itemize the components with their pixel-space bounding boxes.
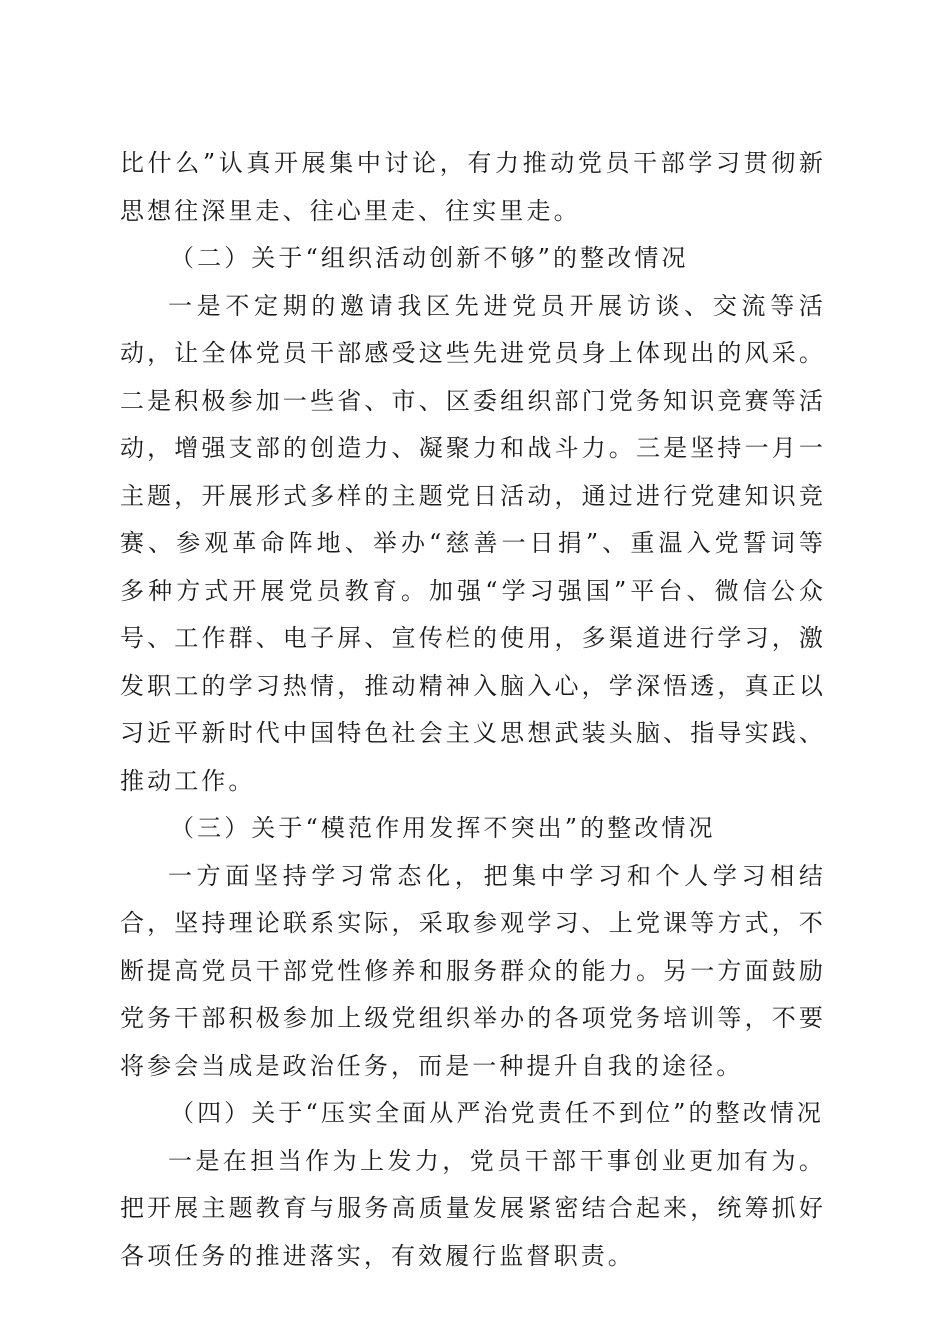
paragraph-continued: 比什么”认真开展集中讨论，有力推动党员干部学习贯彻新思想往深里走、往心里走、往实里走。 (120, 149, 826, 225)
document-page (120, 140, 826, 1280)
section-heading-4: （四）关于“压实全面从严治党责任不到位”的整改情况 (170, 1099, 825, 1127)
paragraph-3: 一方面坚持学习常态化，把集中学习和个人学习相结合，坚持理论联系实际，采取参观学习、上党课等方式，不断提高党员干部党性修养和服务群众的能力。另一方面鼓励党务干部积极参加上级党组织举办的各项党务培训等，不要将参会当成是政治任务，而是一种提升自我的途径。 (120, 861, 826, 1080)
paragraph-2: 一是不定期的邀请我区先进党员开展访谈、交流等活动，让全体党员干部感受这些先进党员身上体现出的风采。二是积极参加一些省、市、区委组织部门党务知识竞赛等活动，增强支部的创造力、凝聚力和战斗力。三是坚持一月一主题，开展形式多样的主题党日活动，通过进行党建知识竞赛、参观革命阵地、举办“慈善一日捐”、重温入党誓词等多种方式开展党员教育。加强“学习强国”平台、微信公众号、工作群、电子屏、宣传栏的使用，多渠道进行学习，激发职工的学习热情，推动精神入脑入心，学深悟透，真正以习近平新时代中国特色社会主义思想武装头脑、指导实践、推动工作。 (120, 291, 826, 795)
section-heading-3: （三）关于“模范作用发挥不突出”的整改情况 (170, 814, 716, 842)
section-heading-2: （二）关于“组织活动创新不够”的整改情况 (170, 244, 689, 272)
paragraph-4: 一是在担当作为上发力，党员干部干事创业更加有为。把开展主题教育与服务高质量发展紧密结合起来，统筹抓好各项任务的推进落实，有效履行监督职责。 (120, 1146, 826, 1270)
